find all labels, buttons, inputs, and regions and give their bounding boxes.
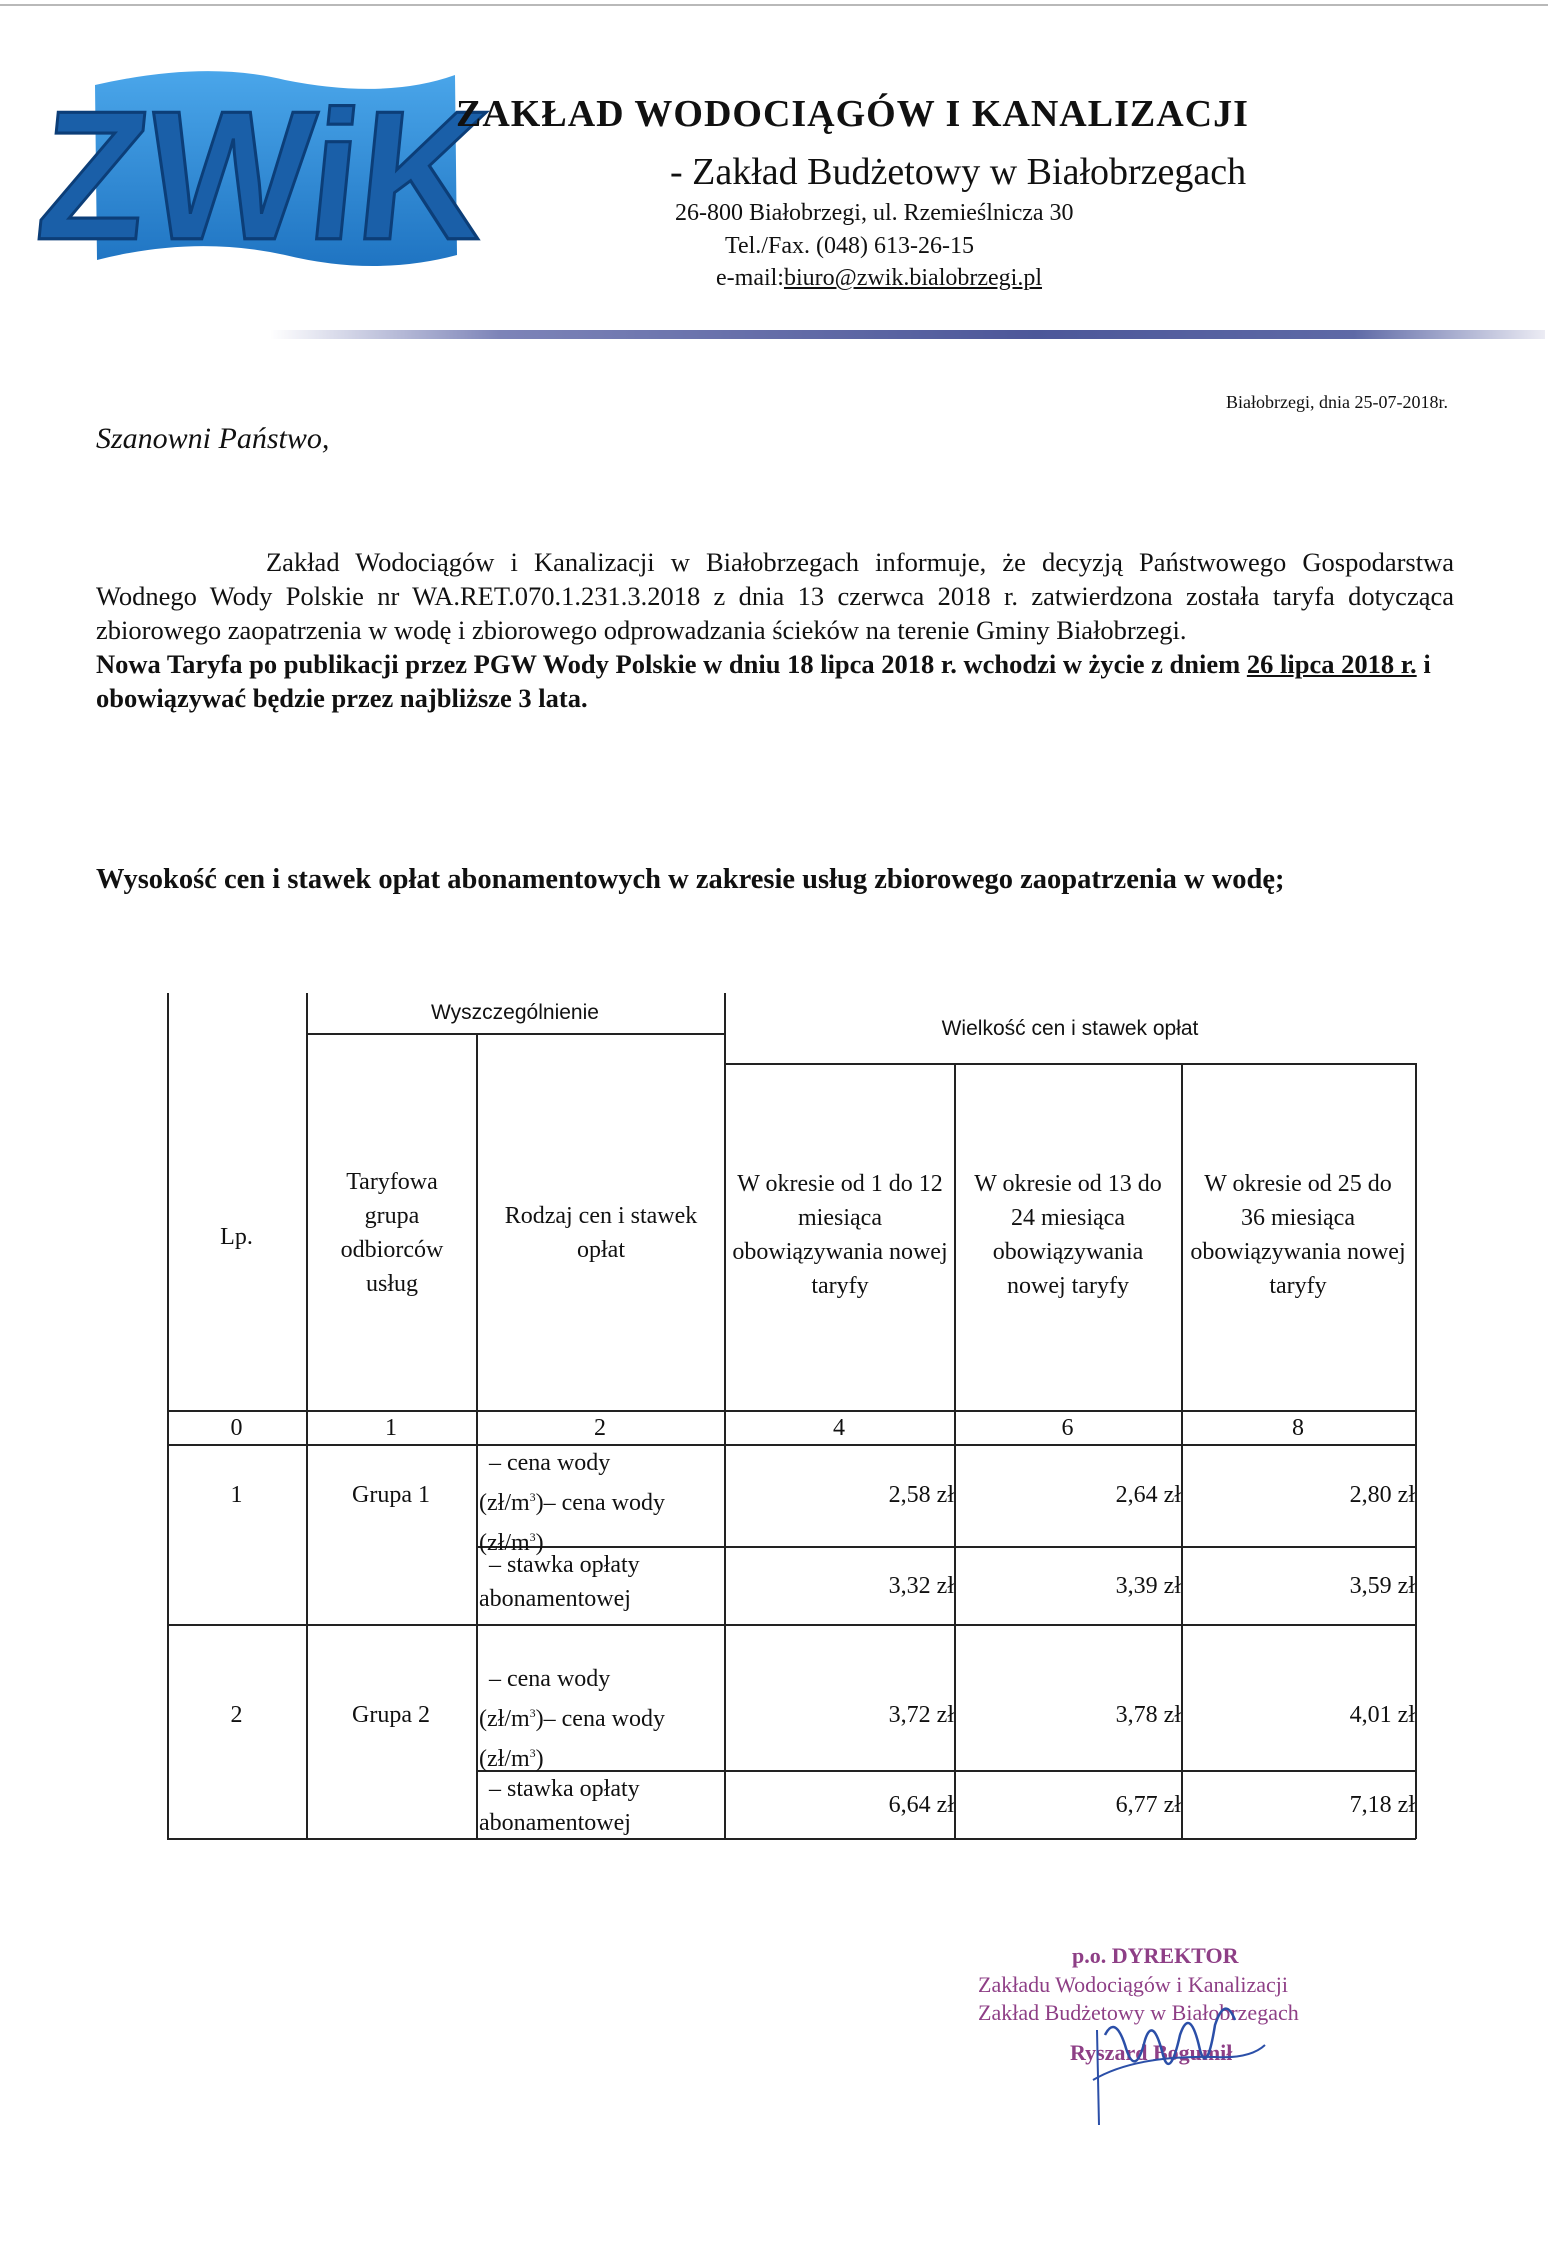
row2-water-price-p3: 4,01 zł xyxy=(1349,1702,1415,1728)
stamp-title: p.o. DYREKTOR xyxy=(1072,1943,1239,1968)
zwik-logo xyxy=(29,55,496,280)
email-link[interactable]: biuro@zwik.bialobrzegi.pl xyxy=(783,265,1043,291)
row1-fee-price-p1: 3,32 zł xyxy=(888,1573,954,1599)
index-cell: 8 xyxy=(1292,1414,1304,1441)
row2-group: Grupa 2 xyxy=(352,1702,430,1728)
org-email-line xyxy=(716,265,1042,292)
tariff-notice xyxy=(96,647,1454,715)
row1-fee-price-p2: 3,39 zł xyxy=(1115,1573,1181,1599)
col-type-header: Rodzaj cen i stawek opłat xyxy=(504,1203,698,1263)
row2-fee-label: – stawka opłaty abonamentowej xyxy=(479,1776,640,1836)
col-period2-header: W okresie od 13 do 24 miesiąca obowiązywania nowej taryfy xyxy=(974,1171,1162,1299)
water-label-line: – cena wody xyxy=(489,1450,611,1476)
row2-fee-price-p1: 6,64 zł xyxy=(888,1792,954,1818)
salutation: Szanowni Państwo, xyxy=(96,422,330,455)
org-name: ZAKŁAD WODOCIĄGÓW I KANALIZACJI xyxy=(456,93,1249,135)
index-cell: 2 xyxy=(594,1414,606,1441)
logo-text: ZWiK xyxy=(29,73,496,279)
row1-water-price-p3: 2,80 zł xyxy=(1349,1482,1415,1508)
index-cell: 0 xyxy=(230,1414,243,1441)
row2-water-label: – cena wody $(zł/m^3)-$ cena wody $(zł/m^3)$ xyxy=(479,1666,665,1772)
header-specification: Wyszczególnienie xyxy=(431,1001,599,1024)
stamp-org-line: Zakładu Wodociągów i Kanalizacji xyxy=(978,1972,1288,1997)
row1-lp: 1 xyxy=(230,1482,243,1508)
stamp-unit-line: Zakład Budżetowy w Białobrzegach xyxy=(978,2000,1299,2025)
signature xyxy=(1075,1985,1275,2145)
intro-paragraph: Zakład Wodociągów i Kanalizacji w Białobrzegach informuje, że decyzją Państwowego Gospodarstwa Wodnego Wody Polskie nr WA.RET.070.1.231.3.2018 z dnia 13 czerwca 2018 r. zatwierdzona została taryfa dotycząca zbiorowego zaopatrzenia w wodę i zbiorowego odprowadzania ścieków na terenie Gminy Białobrzegi. xyxy=(96,547,1454,645)
tariff-notice-part2: i obowiązywać będzie przez najbliższe 3 lata. xyxy=(96,649,1431,713)
row1-water-price-p2: 2,64 zł xyxy=(1115,1482,1181,1508)
header-price-values: Wielkość cen i stawek opłat xyxy=(941,1017,1199,1040)
index-cell: 4 xyxy=(833,1414,845,1441)
index-cell: 6 xyxy=(1061,1414,1074,1441)
row2-fee-price-p3: 7,18 zł xyxy=(1349,1792,1415,1818)
org-subtitle: - Zakład Budżetowy w Białobrzegach xyxy=(670,151,1247,193)
row1-fee-price-p3: 3,59 zł xyxy=(1349,1573,1415,1599)
row1-fee-label: – stawka opłaty abonamentowej xyxy=(479,1552,640,1612)
row2-water-price-p1: 3,72 zł xyxy=(888,1702,954,1728)
top-rule xyxy=(0,4,1548,6)
email-prefix: e-mail: xyxy=(716,265,784,291)
row2-lp: 2 xyxy=(230,1702,243,1728)
tariff-effective-date: 26 lipca 2018 r. xyxy=(1246,649,1417,679)
row1-water-price-p1: 2,58 zł xyxy=(888,1482,954,1508)
row2-fee-price-p2: 6,77 zł xyxy=(1115,1792,1181,1818)
col-lp-header: Lp. xyxy=(220,1223,253,1250)
col-period3-header: W okresie od 25 do 36 miesiąca obowiązywania nowej taryfy xyxy=(1190,1171,1406,1299)
org-address: 26-800 Białobrzegi, ul. Rzemieślnicza 30 xyxy=(675,200,1074,226)
stamp-name: Ryszard Bogumił xyxy=(1070,2040,1233,2065)
letter-date: Białobrzegi, dnia 25-07-2018r. xyxy=(1226,392,1448,412)
table-heading: Wysokość cen i stawek opłat abonamentowych w zakresie usług zbiorowego zaopatrzenia w wodę; xyxy=(96,864,1285,895)
org-phone: Tel./Fax. (048) 613-26-15 xyxy=(725,233,974,259)
row1-group: Grupa 1 xyxy=(352,1482,430,1508)
col-period1-header: W okresie od 1 do 12 miesiąca obowiązywania nowej taryfy xyxy=(732,1171,948,1299)
row2-water-price-p2: 3,78 zł xyxy=(1115,1702,1181,1728)
tariff-notice-part1: Nowa Taryfa po publikacji przez PGW Wody Polskie w dniu 18 lipca 2018 r. wchodzi w życie z dniem xyxy=(96,649,1247,679)
header-divider xyxy=(270,330,1545,339)
index-cell: 1 xyxy=(385,1414,397,1441)
row1-water-label: – cena wody $(zł/m^3)-$ cena wody $(zł/m^3)$ xyxy=(476,1446,724,1546)
col-group-header: Taryfowa grupa odbiorców usług xyxy=(340,1169,444,1297)
letter-body xyxy=(96,545,1454,715)
